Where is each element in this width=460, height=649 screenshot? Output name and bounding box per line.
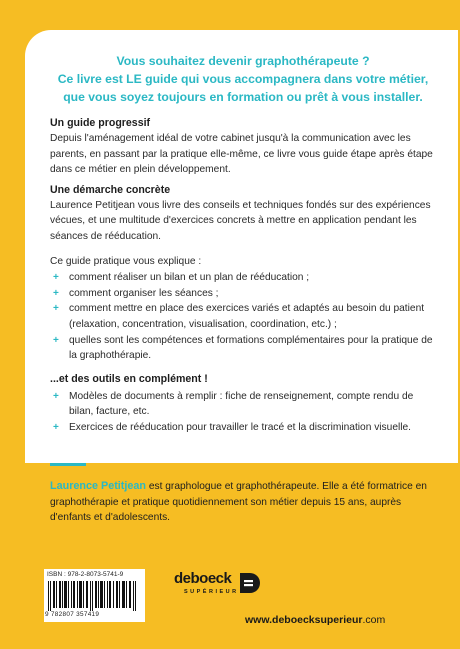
list-item: + comment mettre en place des exercices variés et adaptés au besoin du patient (relaxation, concentration, visualisation, coordination, etc.) ;	[53, 303, 425, 330]
plus-icon: +	[53, 421, 59, 433]
section-text-guide: Depuis l'aménagement idéal de votre cabinet jusqu'à la communication avec les parents, en passant par la pratique elle-même, ce livre vous guide étape après étape dans ce métier en plein développement.	[50, 133, 433, 176]
isbn-barcode	[44, 569, 145, 622]
publisher-subtitle: SUPÉRIEUR	[184, 589, 239, 595]
main-content	[50, 52, 436, 440]
plus-icon: +	[53, 272, 59, 284]
intro-line-3: que vous soyez toujours en formation ou prêt à vous installer.	[63, 90, 423, 104]
section-title-guide: Un guide progressif	[50, 117, 151, 129]
list-item: + Exercices de rééducation pour travailler le tracé et la discrimination visuelle.	[50, 420, 436, 436]
section-title-demarche: Une démarche concrète	[50, 183, 171, 196]
isbn-label: ISBN : 978-2-8073-5741-9	[47, 571, 124, 578]
plus-icon: +	[53, 303, 59, 315]
outils-list	[50, 389, 436, 436]
publisher-logo	[174, 570, 264, 600]
section-intro-explique: Ce guide pratique vous explique :	[50, 255, 202, 267]
list-item: + Modèles de documents à remplir : fiche de renseignement, compte rendu de bilan, facture, etc.	[53, 390, 414, 418]
barcode-icon	[46, 581, 143, 611]
intro-text	[50, 52, 436, 106]
publisher-name: deboeck	[174, 570, 232, 587]
publisher-logo-icon	[238, 571, 262, 595]
intro-line-2: Ce livre est LE guide qui vous accompagnera dans votre métier,	[57, 72, 429, 86]
author-bio-text: est graphologue et graphothérapeute. Elle a été formatrice en graphothérapie et pratique quotidiennement son métier depuis 15 ans, auprès d'enfants et d'adolescents.	[50, 481, 427, 524]
plus-icon: +	[53, 334, 59, 346]
list-item: + quelles sont les compétences et formations complémentaires pour la pratique de la graphothérapie.	[53, 334, 433, 362]
list-item: + comment réaliser un bilan et un plan de rééducation ;	[50, 270, 436, 286]
intro-line-1: Vous souhaitez devenir graphothérapeute ?	[116, 54, 370, 68]
list-item: + comment organiser les séances ;	[50, 286, 436, 302]
website-link[interactable]: www.deboecksuperieur.com	[245, 614, 386, 626]
plus-icon: +	[53, 390, 59, 402]
section-title-outils: ...et des outils en complément !	[50, 372, 208, 385]
section-text-demarche: Laurence Petitjean vous livre des conseils et techniques fondés sur des expériences vécues, et une multitude d'exercices concrets à mettre en application pendant les séances de rééducation.	[50, 199, 431, 242]
author-bio	[50, 479, 440, 526]
author-name: Laurence Petitjean	[50, 480, 147, 492]
explique-list	[50, 270, 436, 364]
barcode-number: 9 782807 357419	[45, 611, 100, 618]
plus-icon: +	[53, 287, 59, 299]
author-divider	[50, 463, 86, 466]
